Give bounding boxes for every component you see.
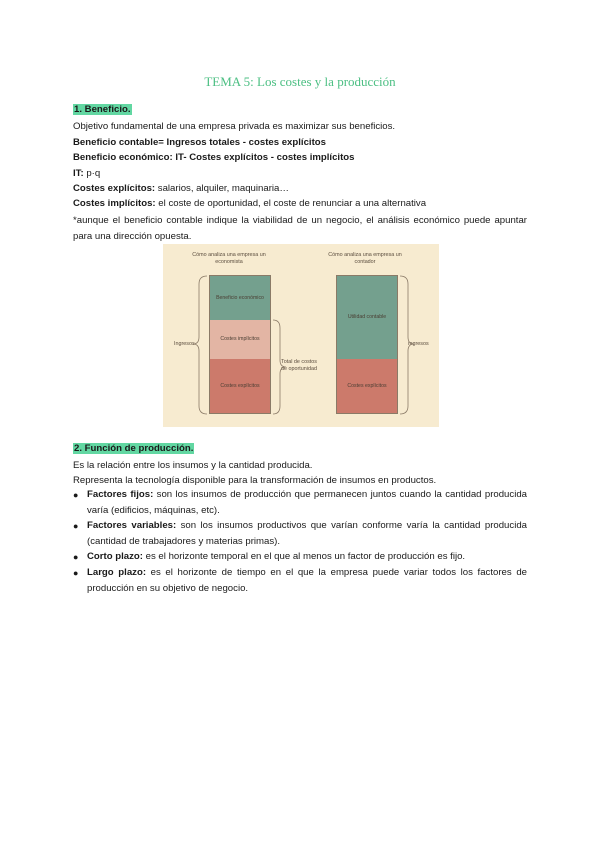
bullet-fixed-factors: ● Factores fijos: son los insumos de producción que permanecen juntos cuando la cantidad producida varía (edificios, máquinas, etc). [73, 489, 527, 516]
revenue-label-right: Ingresos [408, 341, 429, 347]
explicit-costs-right-segment: Costes explícitos [337, 359, 397, 413]
explicit-costs-segment: Costes explícitos [210, 359, 270, 413]
bullet-variable-factors: ● Factores variables: son los insumos productivos que varían conforme varía la cantidad producida (cantidad de trabajadores y materias primas). [73, 520, 527, 547]
bullet-dot: ● [73, 490, 79, 500]
bullet-dot: ● [73, 521, 79, 531]
accountant-caption: Cómo analiza una empresa un contador [328, 252, 402, 265]
paragraph-accounting-profit: Beneficio contable= Ingresos totales - costes explícitos [73, 137, 326, 148]
paragraph-explicit-costs: Costes explícitos: salarios, alquiler, maquinaria… [73, 183, 289, 194]
paragraph-note: *aunque el beneficio contable indique la viabilidad de un negocio, el análisis económico puede apuntar para una dirección opuesta. [73, 215, 527, 242]
paragraph-implicit-costs: Costes implícitos: el coste de oportunidad, el coste de renunciar a una alternativa [73, 198, 427, 209]
opportunity-cost-brace [273, 320, 286, 414]
implicit-costs-segment: Costes implícitos [210, 320, 270, 359]
bullet-dot: ● [73, 568, 79, 578]
profit-comparison-figure [163, 244, 439, 427]
economic-profit-segment: Beneficio económico [210, 276, 270, 320]
figure-braces [163, 244, 439, 427]
opportunity-cost-label: Total de costos de oportunidad [281, 359, 317, 372]
right-revenue-brace [400, 276, 414, 414]
section-2-heading: 2. Función de producción. [74, 443, 194, 454]
page-title: TEMA 5: Los costes y la producción [204, 74, 396, 89]
left-revenue-brace [193, 276, 207, 414]
paragraph-economic-profit: Beneficio económico: IT- Costes explícitos - costes implícitos [73, 152, 355, 163]
paragraph-objective: Objetivo fundamental de una empresa privada es maximizar sus beneficios. [73, 121, 396, 132]
bullet-long-term: ● Largo plazo: es el horizonte de tiempo en el que la empresa puede variar todos los factores de producción en su objetivo de negocio. [73, 567, 527, 594]
paragraph-it: IT: p·q [73, 168, 101, 179]
accounting-profit-segment: Utilidad contable [337, 276, 397, 359]
paragraph-production-technology: Representa la tecnología disponible para la transformación de insumos en productos. [73, 475, 437, 486]
section-1-heading: 1. Beneficio. [74, 104, 131, 115]
revenue-label-left: Ingresos [174, 341, 195, 347]
paragraph-production-relation: Es la relación entre los insumos y la cantidad producida. [73, 460, 313, 471]
economist-caption: Cómo analiza una empresa un economista [192, 252, 266, 265]
bullet-short-term: ● Corto plazo: es el horizonte temporal en el que al menos un factor de producción es fijo. [87, 549, 527, 565]
bullet-dot: ● [73, 552, 79, 562]
